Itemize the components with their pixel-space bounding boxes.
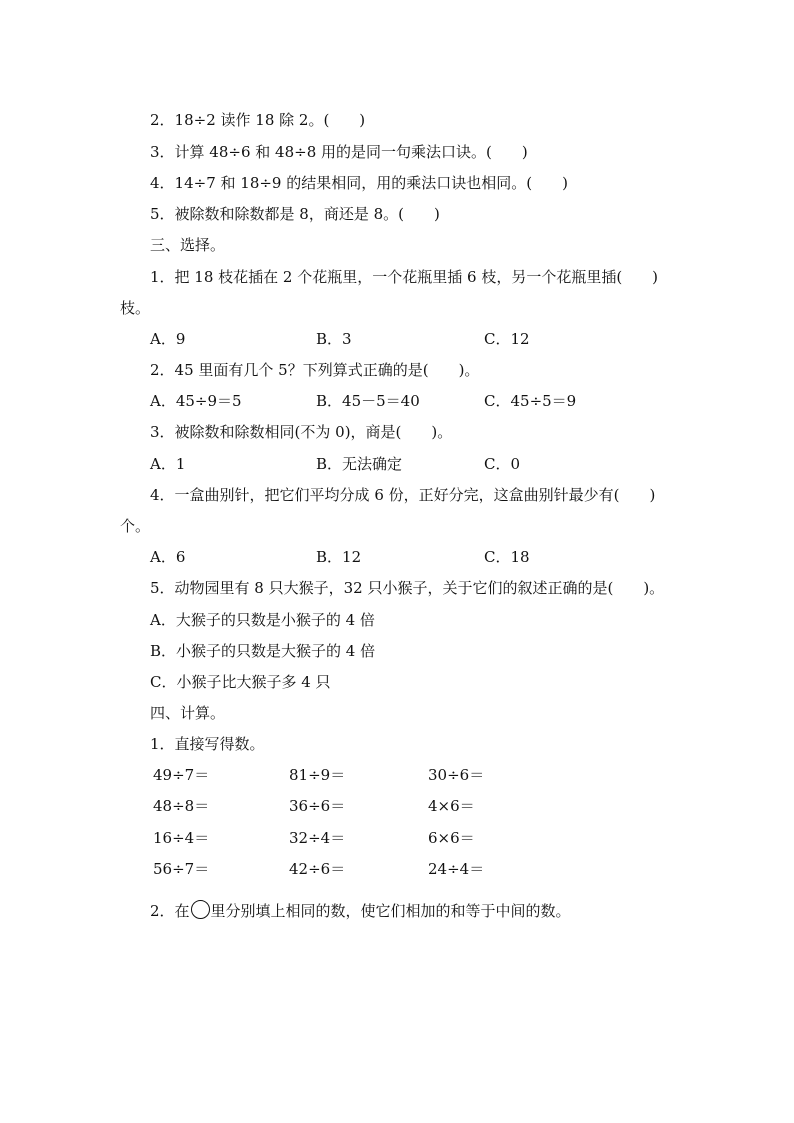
calc-item: 48÷8＝ <box>153 797 210 815</box>
q4-option-c: C．18 <box>484 548 530 566</box>
q3-option-b: B．无法确定 <box>316 455 403 473</box>
calc-item: 32÷4＝ <box>289 829 346 847</box>
choice-question-1: 1．把 18 枝花插在 2 个花瓶里，一个花瓶里插 6 枝，另一个花瓶里插( ) <box>150 268 659 286</box>
judge-question-3: 3．计算 48÷6 和 48÷8 用的是同一句乘法口诀。( ) <box>150 143 528 161</box>
q2-option-a: A．45÷9＝5 <box>150 392 242 410</box>
choice-question-4-continuation: 个。 <box>120 517 151 535</box>
calc-question-1-title: 1．直接写得数。 <box>150 735 265 753</box>
calc-question-2 <box>150 900 571 921</box>
choice-question-2: 2．45 里面有几个 5？下列算式正确的是( )。 <box>150 361 480 379</box>
choice-question-3: 3．被除数和除数相同(不为 0)，商是( )。 <box>150 423 453 441</box>
q5-option-c: C．小猴子比大猴子多 4 只 <box>150 673 331 691</box>
choice-question-5: 5．动物园里有 8 只大猴子，32 只小猴子，关于它们的叙述正确的是( )。 <box>150 579 665 597</box>
q2-option-c: C．45÷5＝9 <box>484 392 577 410</box>
q1-option-a: A．9 <box>150 330 186 348</box>
calc-item: 81÷9＝ <box>289 766 346 784</box>
calc-question-2-prefix: 2．在 <box>150 902 190 920</box>
calc-item: 30÷6＝ <box>428 766 485 784</box>
section-4-title: 四、计算。 <box>150 704 226 722</box>
calc-item: 24÷4＝ <box>428 860 485 878</box>
calc-item: 6×6＝ <box>428 829 475 847</box>
q4-option-a: A．6 <box>150 548 186 566</box>
circle-icon <box>191 900 210 919</box>
section-3-title: 三、选择。 <box>150 236 226 254</box>
judge-question-2: 2．18÷2 读作 18 除 2。( ) <box>150 111 366 129</box>
q1-option-b: B．3 <box>316 330 352 348</box>
q5-option-a: A．大猴子的只数是小猴子的 4 倍 <box>150 611 375 629</box>
q2-option-b: B．45－5＝40 <box>316 392 420 410</box>
calc-item: 49÷7＝ <box>153 766 210 784</box>
calc-item: 36÷6＝ <box>289 797 346 815</box>
calc-item: 4×6＝ <box>428 797 475 815</box>
q3-option-a: A．1 <box>150 455 186 473</box>
judge-question-4: 4．14÷7 和 18÷9 的结果相同，用的乘法口诀也相同。( ) <box>150 174 568 192</box>
calc-question-2-text: 里分别填上相同的数，使它们相加的和等于中间的数。 <box>210 902 571 920</box>
q5-option-b: B．小猴子的只数是大猴子的 4 倍 <box>150 642 376 660</box>
q4-option-b: B．12 <box>316 548 362 566</box>
calc-item: 16÷4＝ <box>153 829 210 847</box>
q3-option-c: C．0 <box>484 455 521 473</box>
calc-item: 42÷6＝ <box>289 860 346 878</box>
choice-question-4: 4．一盒曲别针，把它们平均分成 6 份，正好分完，这盒曲别针最少有( ) <box>150 486 656 504</box>
judge-question-5: 5．被除数和除数都是 8，商还是 8。( ) <box>150 205 440 223</box>
calc-item: 56÷7＝ <box>153 860 210 878</box>
choice-question-1-continuation: 枝。 <box>120 299 151 317</box>
q1-option-c: C．12 <box>484 330 530 348</box>
